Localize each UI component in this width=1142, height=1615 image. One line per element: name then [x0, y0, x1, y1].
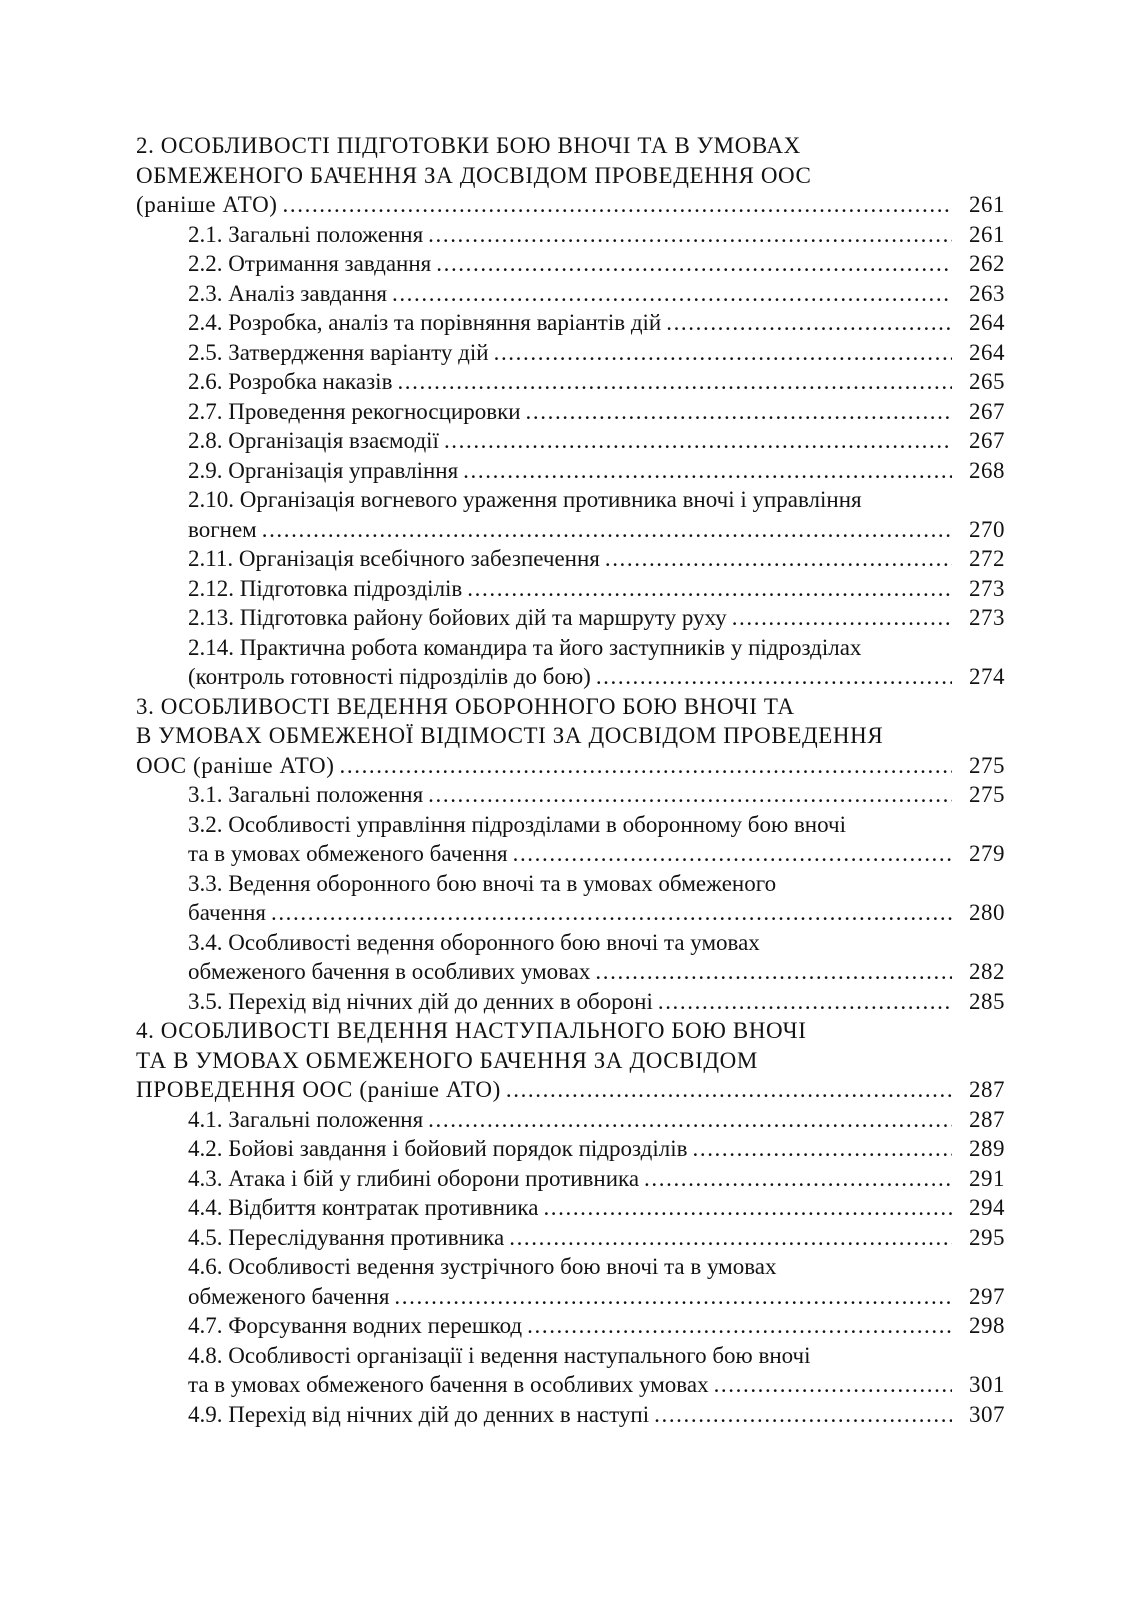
- dot-leader: [732, 603, 952, 633]
- toc-entry-text: 4.9. Перехід від нічних дій до денних в наступі: [188, 1401, 650, 1427]
- toc-subsection-entry: [188, 1252, 1005, 1311]
- toc-entry-line: [188, 1400, 1005, 1430]
- toc-subsection-entry: [188, 987, 1005, 1017]
- document-page: [136, 131, 1005, 1429]
- toc-entry-text: 3.5. Перехід від нічних дій до денних в обороні: [188, 988, 653, 1014]
- toc-entry-line: [136, 190, 1005, 220]
- toc-entry-line: [188, 1370, 1005, 1400]
- toc-entry-text: 4.8. Особливості організації і ведення наступального бою вночі: [188, 1342, 811, 1368]
- toc-entry-line: [188, 544, 1005, 574]
- toc-entry-text: 3.3. Ведення оборонного бою вночі та в умовах обмеженого: [188, 870, 777, 896]
- toc-entry-text: 2.6. Розробка наказів: [188, 369, 393, 394]
- toc-subsection-entry: [188, 1311, 1005, 1341]
- toc-page-number: 268: [969, 457, 1005, 483]
- dot-leader: [394, 1282, 952, 1312]
- dot-leader: [654, 1400, 952, 1430]
- toc-subsection-entry: [188, 485, 1005, 544]
- toc-subsection-entry: [188, 603, 1005, 633]
- toc-entry-text: 4.1. Загальні положення: [188, 1106, 424, 1132]
- toc-entry-line: [188, 1164, 1005, 1194]
- toc-entry-text: 3.4. Особливості ведення оборонного бою вночі та умовах: [188, 929, 760, 955]
- toc-subsection-entry: [188, 928, 1005, 987]
- toc-page-number: 289: [969, 1136, 1005, 1161]
- toc-page-number: 270: [969, 516, 1005, 542]
- toc-page-number: 264: [969, 310, 1005, 335]
- toc-entry-line: [188, 780, 1005, 810]
- toc-entry-line: [188, 515, 1005, 545]
- toc-page-number: 273: [969, 575, 1005, 601]
- toc-entry-line: [188, 810, 1005, 840]
- toc-entry-line: [188, 1193, 1005, 1223]
- toc-subsection-entry: [188, 1400, 1005, 1430]
- toc-entry-line: [188, 839, 1005, 869]
- toc-entry-text: 4.2. Бойові завдання і бойовий порядок підрозділів: [188, 1136, 688, 1161]
- toc-entry-line: [136, 1075, 1005, 1105]
- toc-entry-text: 2.11. Організація всебічного забезпечення: [188, 546, 600, 571]
- toc-entry-text: ОБМЕЖЕНОГО БАЧЕННЯ ЗА ДОСВІДОМ ПРОВЕДЕННЯ ООС: [136, 162, 812, 188]
- toc-entry-line: [188, 898, 1005, 928]
- toc-entry-line: [188, 485, 1005, 515]
- toc-entry-text: обмеженого бачення: [188, 1283, 390, 1309]
- toc-entry-line: [136, 161, 1005, 191]
- toc-entry-line: [188, 603, 1005, 633]
- toc-subsection-entry: [188, 810, 1005, 869]
- dot-leader: [543, 1193, 952, 1223]
- toc-section-entry: [136, 131, 1005, 220]
- toc-entry-line: [188, 338, 1005, 368]
- toc-page-number: 267: [969, 428, 1005, 453]
- dot-leader: [494, 338, 952, 368]
- toc-entry-line: [188, 1282, 1005, 1312]
- toc-page-number: 274: [969, 664, 1005, 689]
- toc-subsection-entry: [188, 1134, 1005, 1164]
- toc-subsection-entry: [188, 780, 1005, 810]
- dot-leader: [513, 839, 952, 869]
- toc-page-number: 287: [969, 1077, 1005, 1102]
- toc-subsection-entry: [188, 367, 1005, 397]
- toc-page-number: 261: [969, 192, 1005, 217]
- dot-leader: [467, 574, 952, 604]
- toc-entry-line: [188, 662, 1005, 692]
- toc-subsection-entry: [188, 308, 1005, 338]
- toc-entry-line: [136, 751, 1005, 781]
- toc-entry-text: 3.2. Особливості управління підрозділами в оборонному бою вночі: [188, 811, 846, 837]
- toc-entry-line: [188, 987, 1005, 1017]
- toc-entry-text: 4.6. Особливості ведення зустрічного бою вночі та в умовах: [188, 1254, 777, 1279]
- toc-entry-line: [136, 131, 1005, 161]
- toc-entry-text: ПРОВЕДЕННЯ ООС (раніше АТО): [136, 1077, 501, 1102]
- toc-entry-line: [188, 1341, 1005, 1371]
- toc-entry-text: 3.1. Загальні положення: [188, 782, 424, 807]
- toc-entry-text: 2.12. Підготовка підрозділів: [188, 575, 463, 601]
- toc-entry-text: 4.5. Переслідування противника: [188, 1224, 505, 1250]
- dot-leader: [526, 397, 952, 427]
- toc-entry-line: [188, 928, 1005, 958]
- dot-leader: [397, 367, 952, 397]
- toc-entry-text: та в умовах обмеженого бачення: [188, 841, 508, 866]
- toc-section-entry: [136, 1016, 1005, 1105]
- dot-leader: [666, 308, 952, 338]
- toc-entry-text: 4.7. Форсування водних перешкод: [188, 1313, 523, 1338]
- toc-page-number: 262: [969, 251, 1005, 276]
- dot-leader: [693, 1134, 953, 1164]
- toc-page-number: 261: [969, 221, 1005, 247]
- toc-entry-line: [136, 1046, 1005, 1076]
- toc-entry-text: 4. ОСОБЛИВОСТІ ВЕДЕННЯ НАСТУПАЛЬНОГО БОЮ ВНОЧІ: [136, 1018, 807, 1043]
- toc-entry-line: [188, 1311, 1005, 1341]
- toc-entry-text: 2.9. Організація управління: [188, 457, 459, 483]
- toc-entry-text: ООС (раніше АТО): [136, 752, 335, 778]
- toc-page-number: 307: [969, 1401, 1005, 1427]
- dot-leader: [595, 957, 952, 987]
- toc-entry-text: 2. ОСОБЛИВОСТІ ПІДГОТОВКИ БОЮ ВНОЧІ ТА В УМОВАХ: [136, 133, 801, 158]
- toc-entry-line: [136, 721, 1005, 751]
- dot-leader: [428, 780, 952, 810]
- toc-entry-line: [188, 869, 1005, 899]
- toc-entry-line: [188, 1252, 1005, 1282]
- toc-entry-line: [136, 692, 1005, 722]
- dot-leader: [596, 662, 952, 692]
- toc-page-number: 291: [969, 1165, 1005, 1191]
- dot-leader: [644, 1164, 952, 1194]
- toc-page-number: 287: [969, 1106, 1005, 1132]
- toc-page-number: 275: [969, 752, 1005, 778]
- dot-leader: [428, 220, 952, 250]
- table-of-contents: [136, 131, 1005, 1429]
- toc-page-number: 297: [969, 1283, 1005, 1309]
- toc-entry-line: [188, 308, 1005, 338]
- toc-entry-line: [188, 957, 1005, 987]
- toc-page-number: 275: [969, 782, 1005, 807]
- toc-page-number: 272: [969, 546, 1005, 571]
- toc-entry-line: [188, 426, 1005, 456]
- dot-leader: [527, 1311, 952, 1341]
- toc-subsection-entry: [188, 1105, 1005, 1135]
- toc-entry-line: [188, 220, 1005, 250]
- toc-subsection-entry: [188, 279, 1005, 309]
- toc-entry-line: [188, 1223, 1005, 1253]
- toc-subsection-entry: [188, 1223, 1005, 1253]
- dot-leader: [463, 456, 952, 486]
- toc-entry-text: обмеженого бачення в особливих умовах: [188, 959, 591, 984]
- toc-page-number: 285: [969, 988, 1005, 1014]
- dot-leader: [605, 544, 952, 574]
- toc-entry-text: та в умовах обмеженого бачення в особливих умовах: [188, 1372, 709, 1397]
- toc-entry-line: [188, 249, 1005, 279]
- dot-leader: [271, 898, 952, 928]
- toc-subsection-entry: [188, 397, 1005, 427]
- toc-page-number: 282: [969, 959, 1005, 984]
- toc-entry-text: 2.13. Підготовка району бойових дій та маршруту руху: [188, 605, 727, 630]
- toc-page-number: 279: [969, 841, 1005, 866]
- dot-leader: [658, 987, 952, 1017]
- toc-subsection-entry: [188, 633, 1005, 692]
- toc-entry-text: (контроль готовності підрозділів до бою): [188, 664, 591, 689]
- toc-page-number: 295: [969, 1224, 1005, 1250]
- dot-leader: [509, 1223, 952, 1253]
- toc-entry-line: [188, 1134, 1005, 1164]
- toc-entry-text: 2.3. Аналіз завдання: [188, 280, 387, 306]
- dot-leader: [444, 426, 952, 456]
- toc-entry-text: 2.1. Загальні положення: [188, 221, 424, 247]
- toc-subsection-entry: [188, 249, 1005, 279]
- toc-entry-text: 2.5. Затвердження варіанту дій: [188, 339, 489, 365]
- dot-leader: [506, 1075, 952, 1105]
- toc-entry-text: бачення: [188, 900, 266, 925]
- toc-entry-text: 2.10. Організація вогневого ураження противника вночі і управління: [188, 487, 862, 512]
- toc-entry-text: ТА В УМОВАХ ОБМЕЖЕНОГО БАЧЕННЯ ЗА ДОСВІДОМ: [136, 1047, 758, 1073]
- toc-page-number: 273: [969, 605, 1005, 630]
- toc-entry-text: 2.7. Проведення рекогносцировки: [188, 398, 521, 424]
- dot-leader: [436, 249, 952, 279]
- toc-entry-line: [188, 279, 1005, 309]
- toc-entry-text: 3. ОСОБЛИВОСТІ ВЕДЕННЯ ОБОРОННОГО БОЮ ВНОЧІ ТА: [136, 693, 795, 719]
- toc-subsection-entry: [188, 1193, 1005, 1223]
- toc-entry-line: [188, 633, 1005, 663]
- dot-leader: [283, 190, 952, 220]
- dot-leader: [340, 751, 952, 781]
- toc-entry-line: [136, 1016, 1005, 1046]
- dot-leader: [392, 279, 952, 309]
- toc-subsection-entry: [188, 1164, 1005, 1194]
- toc-subsection-entry: [188, 338, 1005, 368]
- toc-page-number: 264: [969, 339, 1005, 365]
- dot-leader: [428, 1105, 952, 1135]
- toc-page-number: 298: [969, 1313, 1005, 1338]
- toc-entry-text: (раніше АТО): [136, 192, 278, 217]
- toc-subsection-entry: [188, 220, 1005, 250]
- toc-entry-line: [188, 456, 1005, 486]
- toc-subsection-entry: [188, 426, 1005, 456]
- toc-entry-text: 2.8. Організація взаємодії: [188, 428, 439, 453]
- toc-page-number: 263: [969, 280, 1005, 306]
- dot-leader: [714, 1370, 952, 1400]
- toc-subsection-entry: [188, 456, 1005, 486]
- toc-subsection-entry: [188, 869, 1005, 928]
- toc-entry-line: [188, 397, 1005, 427]
- toc-entry-line: [188, 574, 1005, 604]
- toc-page-number: 267: [969, 398, 1005, 424]
- toc-entry-text: 4.4. Відбиття контратак противника: [188, 1195, 539, 1220]
- toc-entry-text: вогнем: [188, 516, 257, 542]
- toc-page-number: 294: [969, 1195, 1005, 1220]
- toc-subsection-entry: [188, 574, 1005, 604]
- toc-entry-line: [188, 367, 1005, 397]
- toc-entry-text: 4.3. Атака і бій у глибині оборони противника: [188, 1165, 640, 1191]
- toc-page-number: 265: [969, 369, 1005, 394]
- toc-entry-text: 2.4. Розробка, аналіз та порівняння варіантів дій: [188, 310, 662, 335]
- toc-page-number: 301: [969, 1372, 1005, 1397]
- toc-entry-line: [188, 1105, 1005, 1135]
- toc-subsection-entry: [188, 544, 1005, 574]
- toc-entry-text: В УМОВАХ ОБМЕЖЕНОЇ ВІДІМОСТІ ЗА ДОСВІДОМ ПРОВЕДЕННЯ: [136, 723, 884, 748]
- toc-entry-text: 2.14. Практична робота командира та його заступників у підрозділах: [188, 634, 862, 660]
- toc-subsection-entry: [188, 1341, 1005, 1400]
- toc-entry-text: 2.2. Отримання завдання: [188, 251, 432, 276]
- toc-section-entry: [136, 692, 1005, 781]
- dot-leader: [262, 515, 952, 545]
- toc-page-number: 280: [969, 900, 1005, 925]
